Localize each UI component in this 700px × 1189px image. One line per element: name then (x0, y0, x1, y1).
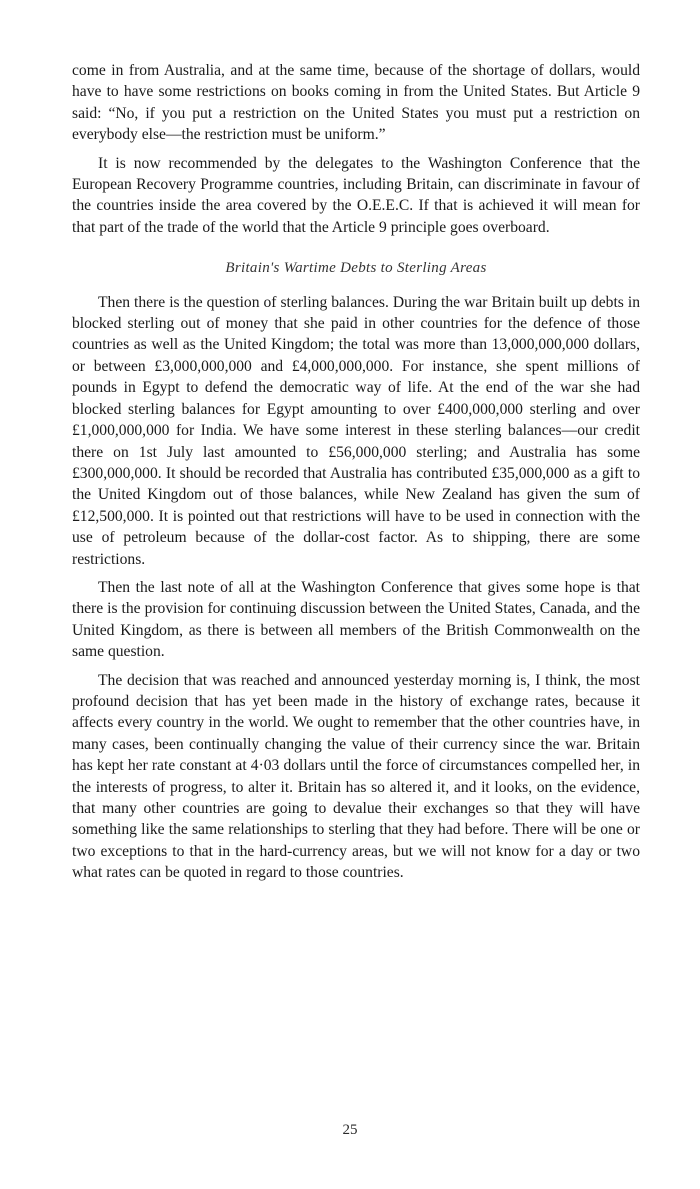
section-heading: Britain's Wartime Debts to Sterling Areas (225, 260, 487, 277)
paragraph-sterling-balances: Then there is the question of sterling balances. During the war Britain built up debts in blocked sterling out of money that she paid in other countries for the defence of those countries as well as the United Kingdom; the total was more than 13,000,000,000 dollars, or between £3,000,000,000 and £4,000,000,000. For instance, she spent millions of pounds in Egypt to defend the democratic way of life. At the end of the war she had blocked sterling balances for Egypt amounting to over £400,000,000 sterling and over £1,000,000,000 for India. We have some interest in these sterling balances—our credit there on 1st July last amounted to £56,000,000 sterling; and Australia has some £300,000,000. It should be recorded that Australia has contributed £35,000,000 as a gift to the United Kingdom out of those balances, while New Zealand has given the sum of £12,500,000. It is pointed out that restrictions will have to be used in connection with the use of petroleum because of the dollar-cost factor. As to shipping, there are some restrictions. (72, 293, 640, 568)
paragraph-washington-recommendation: It is now recommended by the delegates to the Washington Conference that the European Recovery Programme countries, including Britain, can discriminate in favour of the countries inside the area covered by the O.E.E.C. If that is achieved it will mean for that part of the trade of the world that the Article 9 principle goes overboard. (72, 154, 640, 236)
paragraph-exchange-decision: The decision that was reached and announced yesterday morning is, I think, the most profound decision that has yet been made in the history of exchange rates, because it affects every country in the world. We ought to remember that the other countries have, in many cases, been continually changing the value of their currency since the war. Britain has kept her rate constant at 4·03 dollars until the force of circumstances compelled her, in the interests of progress, to alter it. Britain has so altered it, and it looks, on the evidence, that many other countries are going to devalue their exchanges so that they will have something like the same relationships to sterling that they had before. There will be one or two exceptions to that in the hard-currency areas, but we will not know for a day or two what rates can be quoted in regard to those countries. (72, 671, 640, 882)
document-page (72, 60, 640, 884)
paragraph-continuing-discussion: Then the last note of all at the Washington Conference that gives some hope is that there is the provision for continuing discussion between the United States, Canada, and the United Kingdom, as there is between all members of the British Commonwealth on the same question. (72, 578, 640, 661)
paragraph-continued: come in from Australia, and at the same time, because of the shortage of dollars, would have to have some restrictions on books coming in from the United States. But Article 9 said: “No, if you put a restriction on the United States you must put a restriction on everybody else—the restriction must be uniform.” (72, 62, 640, 144)
page-number: 25 (342, 1122, 358, 1138)
